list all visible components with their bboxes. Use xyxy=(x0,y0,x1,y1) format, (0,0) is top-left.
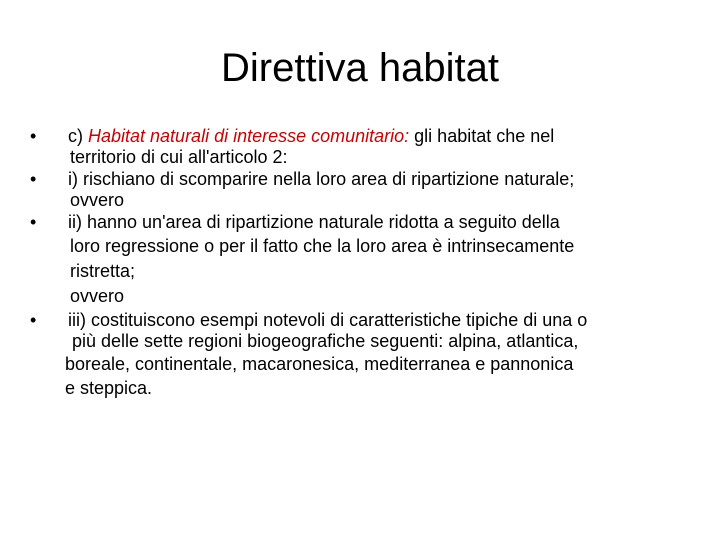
bullet-2-line-1: i) rischiano di scomparire nella loro area di ripartizione naturale; xyxy=(68,169,575,189)
bullet-1-rest: gli habitat che nel xyxy=(409,126,555,146)
bullet-1-line-2: territorio di cui all'articolo 2: xyxy=(70,147,288,167)
bullet-1-lead: c) xyxy=(68,126,88,146)
bullet-3-line-3: ristretta; xyxy=(70,261,136,281)
bullet-icon: • xyxy=(30,169,37,189)
bullet-4-line-1: iii) costituiscono esempi notevoli di caratteristiche tipiche di una o xyxy=(68,310,588,330)
bullet-1-line-1 xyxy=(68,125,554,147)
bullet-icon: • xyxy=(30,212,37,232)
bullet-icon: • xyxy=(30,126,37,146)
bullet-2-line-2: ovvero xyxy=(70,190,125,210)
bullet-icon: • xyxy=(30,310,37,330)
bullet-3-line-4: ovvero xyxy=(70,286,125,306)
bullet-4-line-3: boreale, continentale, macaronesica, mediterranea e pannonica xyxy=(65,354,574,374)
slide-title: Direttiva habitat xyxy=(221,46,499,90)
bullet-4-line-2: più delle sette regioni biogeografiche seguenti: alpina, atlantica, xyxy=(72,331,579,351)
bullet-1-highlight: Habitat naturali di interesse comunitario: xyxy=(88,126,410,146)
bullet-3-line-2: loro regressione o per il fatto che la loro area è intrinsecamente xyxy=(70,236,575,256)
bullet-4-line-4: e steppica. xyxy=(65,378,153,398)
bullet-3-line-1: ii) hanno un'area di ripartizione naturale ridotta a seguito della xyxy=(68,212,560,232)
